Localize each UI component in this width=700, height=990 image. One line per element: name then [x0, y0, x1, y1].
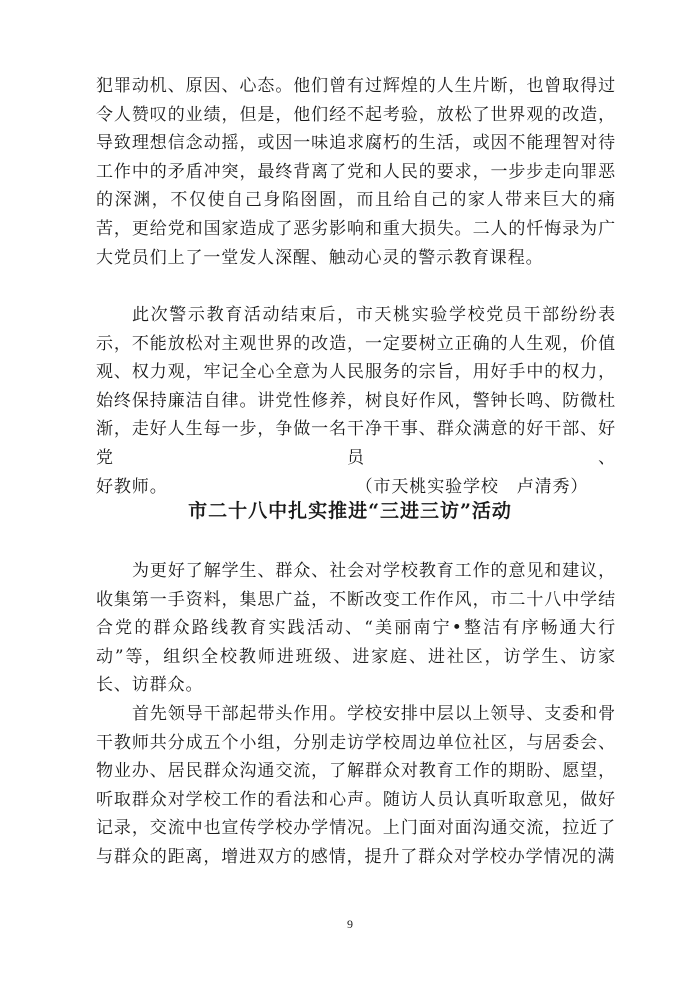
article1-paragraph-1: 犯罪动机、原因、心态。他们曾有过辉煌的人生片断，也曾取得过令人赞叹的业绩，但是，他们经不起考验，放松了世界观的改造，导致理想信念动摇，或因一味追求腐朽的生活，或因不能理智对待工作中的矛盾冲突，最终背离了党和人民的要求，一步步走向罪恶的深渊，不仅使自己身陷囹圄，而且给自己的家人带来巨大的痛苦，更给党和国家造成了恶劣影响和重大损失。二人的忏悔录为广大党员们上了一堂发人深醒、触动心灵的警示教育课程。 — [96, 76, 616, 268]
article1-paragraph-2-body: 此次警示教育活动结束后，市天桃实验学校党员干部纷纷表示，不能放松对主观世界的改造，一定要树立正确的人生观，价值观、权力观，牢记全心全意为人民服务的宗旨，用好手中的权力，始终保持廉洁自律。讲党性修养，树良好作风，警钟长鸣、防微杜渐，走好人生每一步，争做一名干净干事、群众满意的好干部、好党员、 — [96, 305, 616, 468]
article1-paragraph-2 — [96, 301, 616, 501]
article2-title: 市二十八中扎实推进“三进三访”活动 — [188, 500, 512, 522]
article1-paragraph-2-closing — [96, 477, 588, 497]
article2-paragraph-2: 首先领导干部起带头作用。学校安排中层以上领导、支委和骨干教师共分成五个小组，分别走访学校周边单位社区，与居委会、物业办、居民群众沟通交流，了解群众对教育工作的期盼、愿望，听取群众对学校工作的看法和心声。随访人员认真听取意见，做好记录，交流中也宣传学校办学情况。上门面对面沟通交流，拉近了与群众的距离，增进双方的感情，提升了群众对学校办学情况的满 — [96, 704, 616, 867]
article1-paragraph-2-last-words: 好教师。 — [96, 476, 168, 497]
page-number: 9 — [347, 917, 353, 931]
article1-attribution: （市天桃实验学校 卢清秀） — [355, 476, 589, 497]
article2-paragraph-1: 为更好了解学生、群众、社会对学校教育工作的意见和建议，收集第一手资料，集思广益，不断改变工作作风，市二十八中学结合党的群众路线教育实践活动、“美丽南宁•整洁有序畅通大行动”等，组织全校教师进班级、进家庭、进社区，访学生、访家长、访群众。 — [96, 561, 616, 696]
